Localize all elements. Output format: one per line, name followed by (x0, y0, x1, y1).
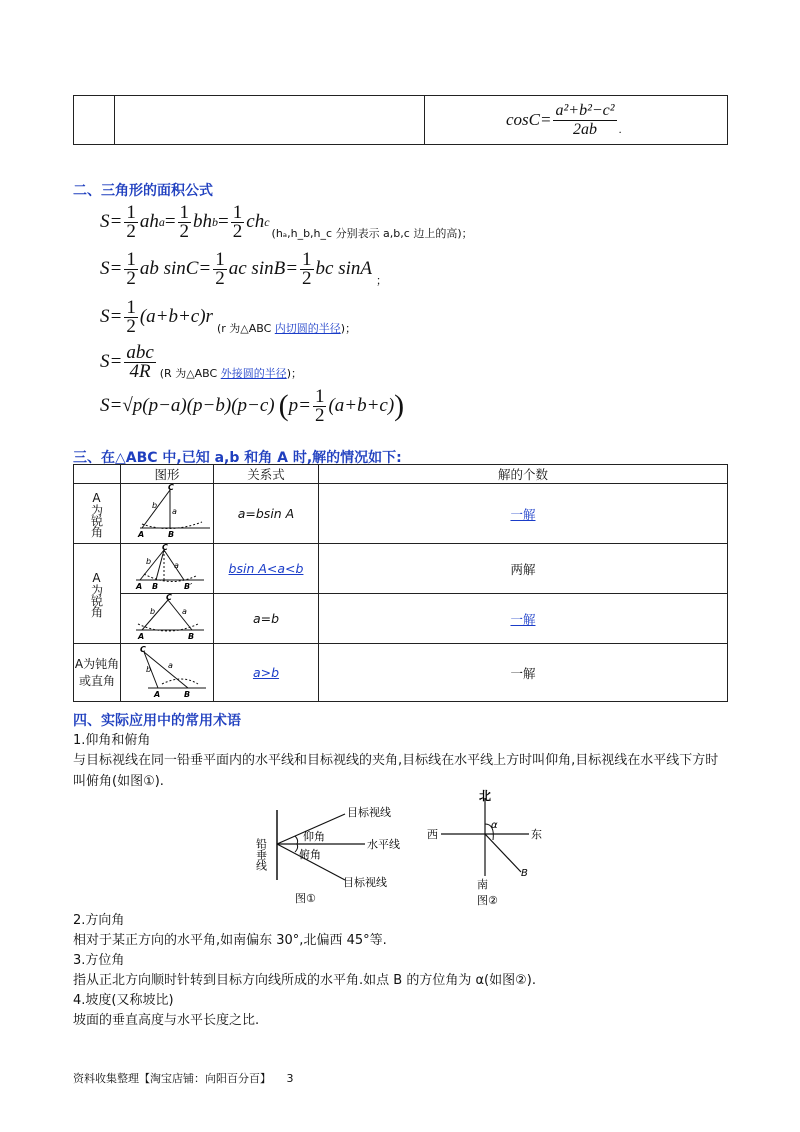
circumcircle-radius-link[interactable]: 外接圆的半径 (220, 367, 287, 380)
top-table (73, 95, 728, 145)
area-formula-2: S= $\frac{1}{2}$ ab sinC= $\frac{1}{2}$ ac sinB= $\frac{1}{2}$ bc sinA ； (100, 248, 388, 289)
cos-numerator: a²+b²−c² (555, 101, 615, 119)
section2-heading: 二、三角形的面积公式 (73, 183, 213, 199)
relation-1: a=bsin A (214, 484, 319, 544)
relation-4[interactable]: a>b (252, 665, 280, 680)
svg-text:a: a (174, 561, 179, 570)
item4-title: 4.坡度(又称坡比) (73, 993, 174, 1008)
cos-lhs: cosC= (506, 110, 552, 129)
svg-text:图②: 图② (477, 894, 498, 907)
svg-text:A: A (154, 690, 161, 698)
svg-text:a: a (168, 661, 173, 670)
svg-text:水平线: 水平线 (367, 838, 400, 851)
svg-text:B: B (168, 530, 175, 539)
heights-note: (hₐ,h_b,h_c 分别表示 a,b,c 边上的高)； (271, 227, 473, 240)
svg-text:西: 西 (427, 828, 438, 841)
solution-1[interactable]: 一解 (510, 506, 536, 522)
relation-2[interactable]: bsin A<a<b (228, 561, 304, 576)
solution-4: 一解 (319, 644, 728, 702)
svg-text:A: A (138, 632, 145, 640)
svg-text:俯角: 俯角 (299, 848, 321, 861)
svg-text:B: B (521, 868, 528, 879)
figure-azimuth (425, 788, 545, 908)
item3-title: 3.方位角 (73, 953, 125, 968)
svg-text:C: C (140, 645, 146, 654)
svg-text:b: b (146, 665, 152, 674)
svg-text:北: 北 (479, 789, 492, 803)
svg-text:目标视线: 目标视线 (343, 876, 387, 889)
item2-text: 相对于某正方向的水平角,如南偏东 30°,北偏西 45°等. (73, 933, 387, 948)
header-solutions: 解的个数 (319, 465, 728, 484)
svg-text:B: B (184, 690, 191, 698)
svg-text:b: b (150, 607, 156, 616)
section4-heading: 四、实际应用中的常用术语 (73, 713, 241, 729)
row-label-acute-2: A为锐角 (74, 544, 121, 644)
footer-text: 资料收集整理【淘宝店铺：向阳百分百】 (73, 1072, 271, 1085)
figure-4 (121, 644, 214, 702)
svg-text:目标视线: 目标视线 (347, 806, 391, 819)
footer (73, 1070, 294, 1086)
figure-2 (121, 544, 214, 594)
top-table-cell-2 (114, 96, 425, 144)
top-table-cell-1 (74, 96, 115, 144)
area-formula-3: S= $\frac{1}{2}$ (a+b+c)r (r 为△ABC 内切圆的半径)； (100, 296, 357, 337)
svg-text:B: B (188, 632, 195, 640)
svg-text:B′: B′ (184, 582, 193, 590)
item2-title: 2.方向角 (73, 913, 125, 928)
section3-heading: 三、在△ABC 中,已知 a,b 和角 A 时,解的情况如下: (73, 450, 402, 466)
row-label-obtuse: A为钝角或直角 (74, 644, 121, 702)
page-number: 3 (286, 1072, 294, 1085)
svg-text:图①: 图① (295, 892, 316, 905)
cos-dot: . (618, 121, 622, 136)
figure-elevation-depression (255, 800, 415, 912)
svg-text:仰角: 仰角 (303, 830, 325, 843)
cos-denominator: 2ab (573, 120, 598, 138)
area-formula-4: S= $\frac{\text{abc}}{4R}$ (R 为△ABC 外接圆的半径)； (100, 341, 303, 382)
solution-2: 两解 (319, 544, 728, 594)
svg-text:A: A (138, 530, 145, 539)
figure-1 (121, 484, 214, 544)
solution-table (73, 464, 728, 702)
svg-text:铅垂线: 铅垂线 (255, 838, 268, 871)
solution-3[interactable]: 一解 (510, 611, 536, 627)
law-of-cosines (506, 96, 622, 144)
incircle-radius-link[interactable]: 内切圆的半径 (274, 322, 341, 335)
item3-text: 指从正北方向顺时针转到目标方向线所成的水平角.如点 B 的方位角为 α(如图②). (73, 973, 536, 988)
svg-text:b: b (152, 501, 158, 510)
svg-text:B: B (152, 582, 159, 590)
svg-text:α: α (491, 820, 498, 831)
svg-text:a: a (172, 507, 177, 516)
svg-text:东: 东 (531, 828, 542, 841)
svg-text:南: 南 (477, 878, 488, 891)
svg-text:C: C (162, 544, 168, 552)
item1-text: 与目标视线在同一铅垂平面内的水平线和目标视线的夹角,目标线在水平线上方时叫仰角,目标视线在水平线下方时叫俯角(如图①). (73, 753, 719, 789)
header-relation: 关系式 (214, 465, 319, 484)
row-label-acute-1: A为锐角 (74, 484, 121, 544)
item4-text: 坡面的垂直高度与水平长度之比. (73, 1013, 260, 1028)
figure-3 (121, 594, 214, 644)
svg-text:A: A (136, 582, 143, 590)
heron-formula: S=√p(p−a)(p−b)(p−c) ( p= $\frac{1}{2}$ (a+b+c) ) (100, 385, 405, 426)
item1-title: 1.仰角和俯角 (73, 733, 151, 748)
area-formula-1: S= $\frac{1}{2}$ ah a = $\frac{1}{2}$ bh b = $\frac{1}{2}$ ch c (hₐ,h_b,h_c 分别表示 a,b,c 边上的高)； (100, 201, 473, 242)
svg-text:a: a (182, 607, 187, 616)
svg-text:C: C (166, 594, 172, 602)
svg-text:b: b (146, 557, 152, 566)
relation-3: a=b (214, 594, 319, 644)
svg-text:C: C (168, 484, 174, 492)
header-figure: 图形 (121, 465, 214, 484)
